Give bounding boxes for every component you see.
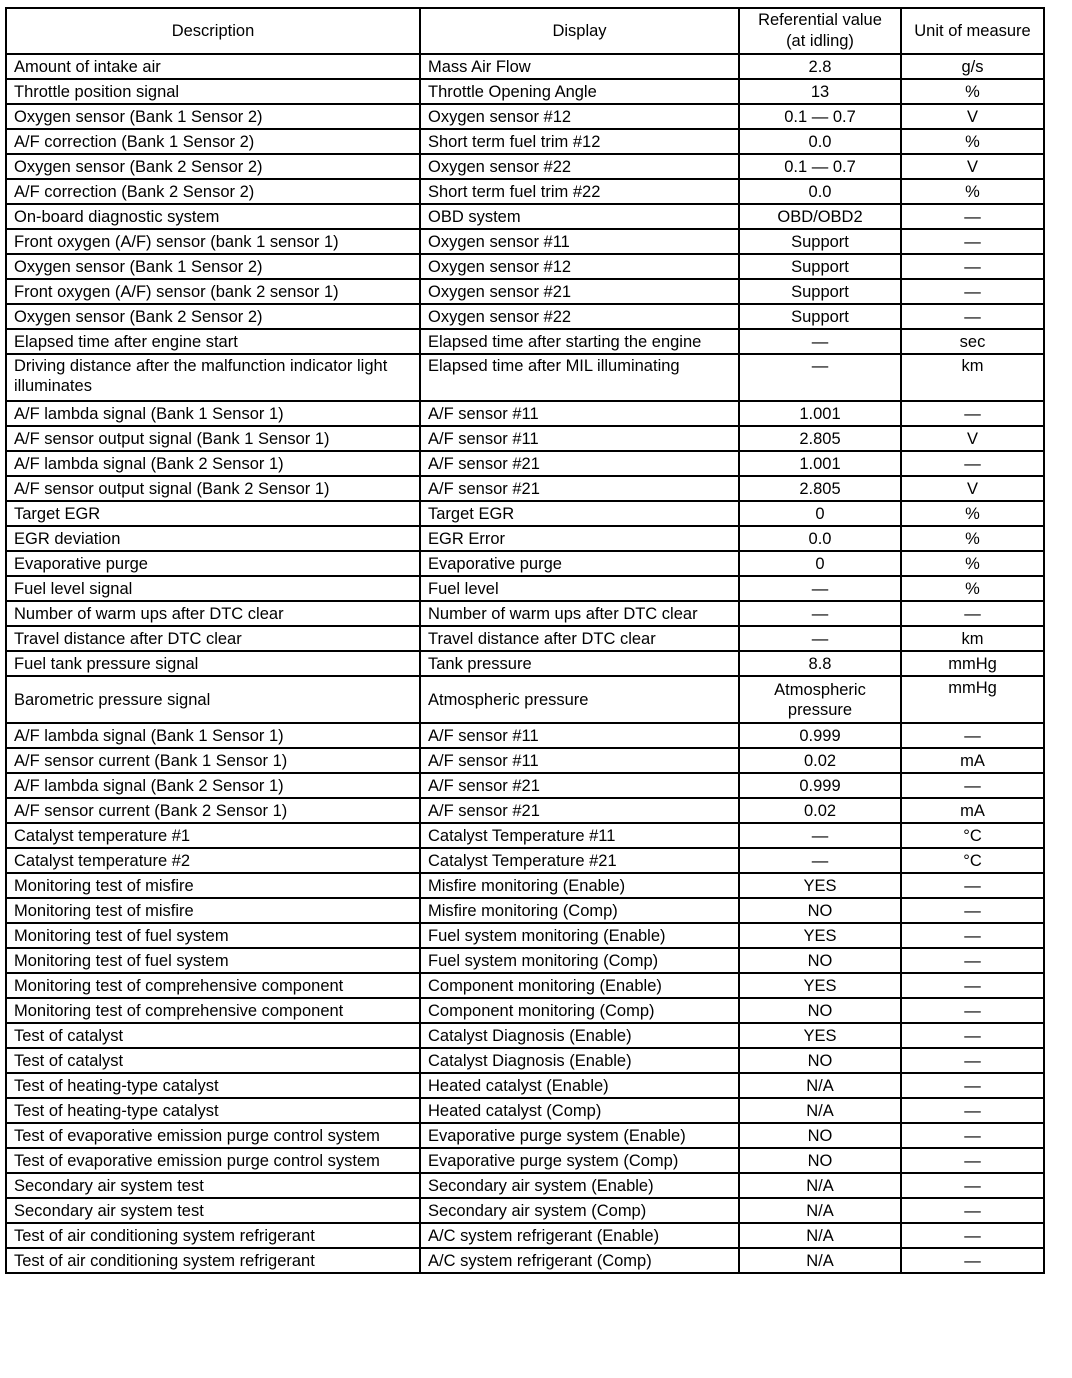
cell-unit: %	[901, 526, 1044, 551]
table-row	[6, 54, 1044, 79]
cell-display: Catalyst Temperature #21	[420, 848, 739, 873]
table-row	[6, 451, 1044, 476]
table-row	[6, 551, 1044, 576]
table-row	[6, 576, 1044, 601]
table-row	[6, 1148, 1044, 1173]
cell-description: Monitoring test of fuel system	[6, 948, 420, 973]
cell-display: A/F sensor #21	[420, 451, 739, 476]
cell-referential-value: 0.1 — 0.7	[739, 104, 901, 129]
cell-referential-value: —	[739, 576, 901, 601]
cell-display: Oxygen sensor #22	[420, 304, 739, 329]
cell-unit: —	[901, 229, 1044, 254]
cell-unit: —	[901, 923, 1044, 948]
cell-referential-value: YES	[739, 1023, 901, 1048]
cell-referential-value: NO	[739, 1148, 901, 1173]
cell-referential-value: 0.0	[739, 129, 901, 154]
table-row	[6, 1023, 1044, 1048]
cell-unit: —	[901, 1073, 1044, 1098]
cell-unit: °C	[901, 848, 1044, 873]
cell-referential-value: NO	[739, 1048, 901, 1073]
cell-unit: —	[901, 279, 1044, 304]
table-row	[6, 79, 1044, 104]
table-row	[6, 898, 1044, 923]
cell-unit: —	[901, 1148, 1044, 1173]
table-row	[6, 1073, 1044, 1098]
cell-display: Throttle Opening Angle	[420, 79, 739, 104]
cell-unit: mA	[901, 798, 1044, 823]
cell-display: Tank pressure	[420, 651, 739, 676]
cell-display: Fuel system monitoring (Enable)	[420, 923, 739, 948]
cell-referential-value: 0	[739, 551, 901, 576]
cell-description: Oxygen sensor (Bank 2 Sensor 2)	[6, 304, 420, 329]
cell-display: Short term fuel trim #22	[420, 179, 739, 204]
cell-referential-value: 1.001	[739, 401, 901, 426]
cell-description: Evaporative purge	[6, 551, 420, 576]
cell-unit: —	[901, 1223, 1044, 1248]
table-row	[6, 401, 1044, 426]
cell-display: A/C system refrigerant (Enable)	[420, 1223, 739, 1248]
cell-unit: —	[901, 898, 1044, 923]
cell-description: A/F lambda signal (Bank 2 Sensor 1)	[6, 773, 420, 798]
table-row	[6, 501, 1044, 526]
table-row	[6, 104, 1044, 129]
cell-unit: %	[901, 129, 1044, 154]
table-row	[6, 204, 1044, 229]
cell-referential-value: 0.02	[739, 748, 901, 773]
cell-description: Oxygen sensor (Bank 1 Sensor 2)	[6, 254, 420, 279]
cell-unit: mA	[901, 748, 1044, 773]
cell-description: A/F sensor current (Bank 2 Sensor 1)	[6, 798, 420, 823]
cell-display: A/F sensor #21	[420, 773, 739, 798]
cell-referential-value: 2.8	[739, 54, 901, 79]
table-row	[6, 948, 1044, 973]
cell-unit: —	[901, 723, 1044, 748]
cell-referential-value: NO	[739, 898, 901, 923]
cell-display: A/C system refrigerant (Comp)	[420, 1248, 739, 1273]
cell-display: Elapsed time after starting the engine	[420, 329, 739, 354]
cell-display: Evaporative purge system (Comp)	[420, 1148, 739, 1173]
cell-unit: %	[901, 576, 1044, 601]
cell-description: Test of evaporative emission purge control system	[6, 1148, 420, 1173]
cell-description: EGR deviation	[6, 526, 420, 551]
cell-display: A/F sensor #21	[420, 798, 739, 823]
cell-description: Front oxygen (A/F) sensor (bank 2 sensor 1)	[6, 279, 420, 304]
cell-referential-value: 0.02	[739, 798, 901, 823]
table-row	[6, 304, 1044, 329]
cell-display: Oxygen sensor #21	[420, 279, 739, 304]
cell-unit: V	[901, 104, 1044, 129]
cell-display: Secondary air system (Comp)	[420, 1198, 739, 1223]
cell-description: Test of heating-type catalyst	[6, 1098, 420, 1123]
table-row	[6, 354, 1044, 401]
cell-unit: %	[901, 79, 1044, 104]
cell-display: Travel distance after DTC clear	[420, 626, 739, 651]
cell-display: EGR Error	[420, 526, 739, 551]
cell-description: Throttle position signal	[6, 79, 420, 104]
cell-description: Secondary air system test	[6, 1173, 420, 1198]
cell-unit: mmHg	[901, 651, 1044, 676]
table-row	[6, 626, 1044, 651]
header-display: Display	[420, 8, 739, 54]
cell-display: Target EGR	[420, 501, 739, 526]
table-row	[6, 973, 1044, 998]
table-row	[6, 179, 1044, 204]
cell-description: A/F sensor current (Bank 1 Sensor 1)	[6, 748, 420, 773]
cell-unit: —	[901, 1173, 1044, 1198]
cell-display: Elapsed time after MIL illuminating	[420, 354, 739, 401]
cell-description: Test of heating-type catalyst	[6, 1073, 420, 1098]
cell-unit: —	[901, 1098, 1044, 1123]
cell-unit: —	[901, 973, 1044, 998]
table-row	[6, 601, 1044, 626]
cell-referential-value: N/A	[739, 1073, 901, 1098]
cell-referential-value: Support	[739, 304, 901, 329]
cell-description: A/F correction (Bank 1 Sensor 2)	[6, 129, 420, 154]
cell-referential-value: Support	[739, 254, 901, 279]
cell-referential-value: 0.1 — 0.7	[739, 154, 901, 179]
cell-unit: °C	[901, 823, 1044, 848]
table-row	[6, 798, 1044, 823]
table-row	[6, 1123, 1044, 1148]
cell-referential-value: 0.999	[739, 723, 901, 748]
table-row	[6, 1048, 1044, 1073]
cell-description: Monitoring test of misfire	[6, 873, 420, 898]
cell-referential-value: N/A	[739, 1248, 901, 1273]
table-row	[6, 848, 1044, 873]
cell-unit: %	[901, 501, 1044, 526]
cell-unit: V	[901, 154, 1044, 179]
cell-description: Test of catalyst	[6, 1023, 420, 1048]
table-row	[6, 329, 1044, 354]
cell-display: Catalyst Temperature #11	[420, 823, 739, 848]
cell-display: Secondary air system (Enable)	[420, 1173, 739, 1198]
cell-unit: —	[901, 401, 1044, 426]
table-row	[6, 823, 1044, 848]
table-row	[6, 923, 1044, 948]
cell-description: Monitoring test of comprehensive component	[6, 998, 420, 1023]
header-referential-value	[739, 8, 901, 54]
cell-description: A/F lambda signal (Bank 1 Sensor 1)	[6, 401, 420, 426]
cell-display: Number of warm ups after DTC clear	[420, 601, 739, 626]
cell-description: A/F sensor output signal (Bank 1 Sensor 1)	[6, 426, 420, 451]
table-row	[6, 1173, 1044, 1198]
cell-display: A/F sensor #11	[420, 748, 739, 773]
cell-description: Oxygen sensor (Bank 1 Sensor 2)	[6, 104, 420, 129]
table-row	[6, 526, 1044, 551]
table-row	[6, 676, 1044, 723]
table-row	[6, 129, 1044, 154]
cell-referential-value: —	[739, 823, 901, 848]
cell-referential-value: Atmospheric pressure	[739, 676, 901, 723]
cell-referential-value: N/A	[739, 1198, 901, 1223]
cell-description: On-board diagnostic system	[6, 204, 420, 229]
table-row	[6, 1198, 1044, 1223]
cell-display: Oxygen sensor #11	[420, 229, 739, 254]
cell-unit: —	[901, 1198, 1044, 1223]
cell-unit: —	[901, 1023, 1044, 1048]
cell-referential-value: YES	[739, 923, 901, 948]
table-row	[6, 229, 1044, 254]
table-row	[6, 1098, 1044, 1123]
cell-description: Front oxygen (A/F) sensor (bank 1 sensor 1)	[6, 229, 420, 254]
cell-description: Number of warm ups after DTC clear	[6, 601, 420, 626]
cell-description: Catalyst temperature #2	[6, 848, 420, 873]
cell-description: Fuel level signal	[6, 576, 420, 601]
table-row	[6, 426, 1044, 451]
cell-description: A/F lambda signal (Bank 1 Sensor 1)	[6, 723, 420, 748]
cell-referential-value: 0.0	[739, 179, 901, 204]
cell-display: A/F sensor #11	[420, 401, 739, 426]
table-body	[6, 54, 1044, 1273]
cell-display: Component monitoring (Enable)	[420, 973, 739, 998]
cell-display: OBD system	[420, 204, 739, 229]
cell-display: A/F sensor #11	[420, 723, 739, 748]
cell-display: Evaporative purge	[420, 551, 739, 576]
cell-display: Oxygen sensor #22	[420, 154, 739, 179]
cell-unit: —	[901, 204, 1044, 229]
cell-display: Heated catalyst (Comp)	[420, 1098, 739, 1123]
cell-unit: —	[901, 601, 1044, 626]
cell-referential-value: —	[739, 601, 901, 626]
cell-display: Mass Air Flow	[420, 54, 739, 79]
cell-display: Oxygen sensor #12	[420, 254, 739, 279]
cell-description: Monitoring test of comprehensive component	[6, 973, 420, 998]
cell-description: Monitoring test of fuel system	[6, 923, 420, 948]
cell-unit: —	[901, 998, 1044, 1023]
table-row	[6, 723, 1044, 748]
cell-unit: mmHg	[901, 676, 1044, 723]
cell-referential-value: 8.8	[739, 651, 901, 676]
table-row	[6, 773, 1044, 798]
cell-display: Catalyst Diagnosis (Enable)	[420, 1048, 739, 1073]
table-header-row	[6, 8, 1044, 54]
cell-referential-value: —	[739, 626, 901, 651]
cell-unit: —	[901, 1248, 1044, 1273]
cell-description: Test of catalyst	[6, 1048, 420, 1073]
cell-referential-value: YES	[739, 873, 901, 898]
cell-unit: —	[901, 1048, 1044, 1073]
table-row	[6, 254, 1044, 279]
table-row	[6, 651, 1044, 676]
cell-description: Catalyst temperature #1	[6, 823, 420, 848]
cell-display: Misfire monitoring (Comp)	[420, 898, 739, 923]
cell-referential-value: Support	[739, 279, 901, 304]
cell-unit: —	[901, 948, 1044, 973]
cell-display: Catalyst Diagnosis (Enable)	[420, 1023, 739, 1048]
cell-display: Short term fuel trim #12	[420, 129, 739, 154]
cell-description: A/F lambda signal (Bank 2 Sensor 1)	[6, 451, 420, 476]
cell-referential-value: 13	[739, 79, 901, 104]
cell-unit: —	[901, 873, 1044, 898]
cell-referential-value: N/A	[739, 1173, 901, 1198]
cell-display: Component monitoring (Comp)	[420, 998, 739, 1023]
cell-referential-value: Support	[739, 229, 901, 254]
cell-description: Test of air conditioning system refrigerant	[6, 1223, 420, 1248]
header-description: Description	[6, 8, 420, 54]
cell-referential-value: N/A	[739, 1098, 901, 1123]
cell-unit: km	[901, 354, 1044, 401]
cell-description: Travel distance after DTC clear	[6, 626, 420, 651]
cell-display: Atmospheric pressure	[420, 676, 739, 723]
cell-description: Driving distance after the malfunction indicator light illuminates	[6, 354, 420, 401]
cell-unit: %	[901, 179, 1044, 204]
table-row	[6, 748, 1044, 773]
cell-unit: —	[901, 304, 1044, 329]
cell-unit: V	[901, 476, 1044, 501]
cell-unit: —	[901, 773, 1044, 798]
cell-description: Amount of intake air	[6, 54, 420, 79]
cell-description: Target EGR	[6, 501, 420, 526]
cell-description: Test of evaporative emission purge control system	[6, 1123, 420, 1148]
cell-referential-value: —	[739, 354, 901, 401]
table-row	[6, 1248, 1044, 1273]
cell-display: Misfire monitoring (Enable)	[420, 873, 739, 898]
cell-description: Fuel tank pressure signal	[6, 651, 420, 676]
cell-unit: sec	[901, 329, 1044, 354]
cell-unit: —	[901, 1123, 1044, 1148]
cell-unit: V	[901, 426, 1044, 451]
header-referential-line1: Referential value	[758, 11, 882, 29]
cell-referential-value: 0	[739, 501, 901, 526]
cell-unit: —	[901, 451, 1044, 476]
table-row	[6, 154, 1044, 179]
cell-referential-value: 0.0	[739, 526, 901, 551]
cell-referential-value: NO	[739, 998, 901, 1023]
cell-unit: %	[901, 551, 1044, 576]
cell-description: A/F correction (Bank 2 Sensor 2)	[6, 179, 420, 204]
cell-referential-value: —	[739, 848, 901, 873]
cell-referential-value: YES	[739, 973, 901, 998]
cell-description: Oxygen sensor (Bank 2 Sensor 2)	[6, 154, 420, 179]
cell-display: A/F sensor #11	[420, 426, 739, 451]
cell-display: Heated catalyst (Enable)	[420, 1073, 739, 1098]
header-unit: Unit of measure	[901, 8, 1044, 54]
cell-referential-value: 2.805	[739, 476, 901, 501]
cell-referential-value: 0.999	[739, 773, 901, 798]
cell-referential-value: N/A	[739, 1223, 901, 1248]
cell-unit: g/s	[901, 54, 1044, 79]
cell-display: Fuel system monitoring (Comp)	[420, 948, 739, 973]
table-row	[6, 476, 1044, 501]
cell-unit: —	[901, 254, 1044, 279]
cell-description: A/F sensor output signal (Bank 2 Sensor 1)	[6, 476, 420, 501]
cell-display: Fuel level	[420, 576, 739, 601]
cell-unit: km	[901, 626, 1044, 651]
table-row	[6, 873, 1044, 898]
cell-referential-value: NO	[739, 1123, 901, 1148]
cell-referential-value: —	[739, 329, 901, 354]
cell-referential-value: OBD/OBD2	[739, 204, 901, 229]
table-row	[6, 998, 1044, 1023]
header-referential-line2: (at idling)	[786, 32, 854, 50]
cell-referential-value: NO	[739, 948, 901, 973]
cell-description: Test of air conditioning system refrigerant	[6, 1248, 420, 1273]
cell-referential-value: 1.001	[739, 451, 901, 476]
cell-display: Oxygen sensor #12	[420, 104, 739, 129]
cell-referential-value: 2.805	[739, 426, 901, 451]
cell-description: Monitoring test of misfire	[6, 898, 420, 923]
data-monitor-table	[5, 7, 1045, 1274]
table-row	[6, 279, 1044, 304]
table-row	[6, 1223, 1044, 1248]
cell-display: A/F sensor #21	[420, 476, 739, 501]
cell-description: Barometric pressure signal	[6, 676, 420, 723]
cell-description: Secondary air system test	[6, 1198, 420, 1223]
cell-display: Evaporative purge system (Enable)	[420, 1123, 739, 1148]
cell-description: Elapsed time after engine start	[6, 329, 420, 354]
